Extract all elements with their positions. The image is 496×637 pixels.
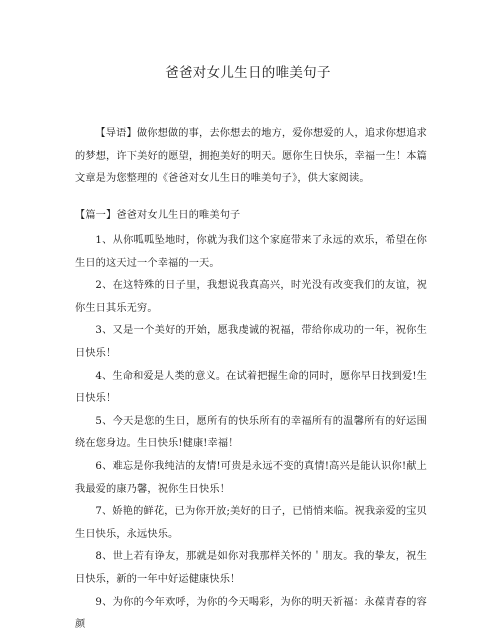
list-item: 8、世上若有诤友，那就是如你对我那样关怀的＇朋友。我的挚友，祝生日快乐，新的一年中好运健康快乐！ [75,551,427,585]
list-item: 3、又是一个美好的开始，愿我虔诚的祝福，带给你成功的一年，祝你生日快乐！ [75,325,427,359]
sentence-list [75,230,427,637]
list-item: 4、生命和爱是人类的意义。在试着把握生命的同时，愿你早日找到爱!生日快乐！ [75,370,427,405]
list-item: 5、今天是您的生日，愿所有的快乐所有的幸福所有的温馨所有的好运围绕在您身边。生日快乐!健康!幸福！ [75,415,427,450]
list-item: 7、娇艳的鲜花，已为你开放;美好的日子，已悄悄来临。祝我亲爱的宝贝生日快乐，永远快乐。 [75,506,427,540]
list-item: 1、从你呱呱坠地时，你就为我们这个家庭带来了永远的欢乐，希望在你生日的这天过一个幸福的一天。 [75,235,427,269]
document-title: 爸爸对女儿生日的唯美句子 [165,65,331,81]
section-heading: 【篇一】爸爸对女儿生日的唯美句子 [75,210,241,221]
list-item: 9、为你的今年欢呼，为你的今天喝彩，为你的明天祈福：永葆青春的容颜 [75,596,427,631]
intro-paragraph: 【导语】做你想做的事，去你想去的地方，爱你想爱的人，追求你想追求的梦想，许下美好的愿望，拥抱美好的明天。愿你生日快乐，幸福一生！本篇文章是为您整理的《爸爸对女儿生日的唯美句子》，供大家阅读。 [75,128,427,185]
list-item: 2、在这特殊的日子里，我想说我真高兴，时光没有改变我们的友谊，祝你生日其乐无穷。 [75,280,427,314]
list-item: 6、难忘是你我纯洁的友情!可贵是永远不变的真情!高兴是能认识你!献上我最爱的康乃馨，祝你生日快乐！ [75,460,427,495]
